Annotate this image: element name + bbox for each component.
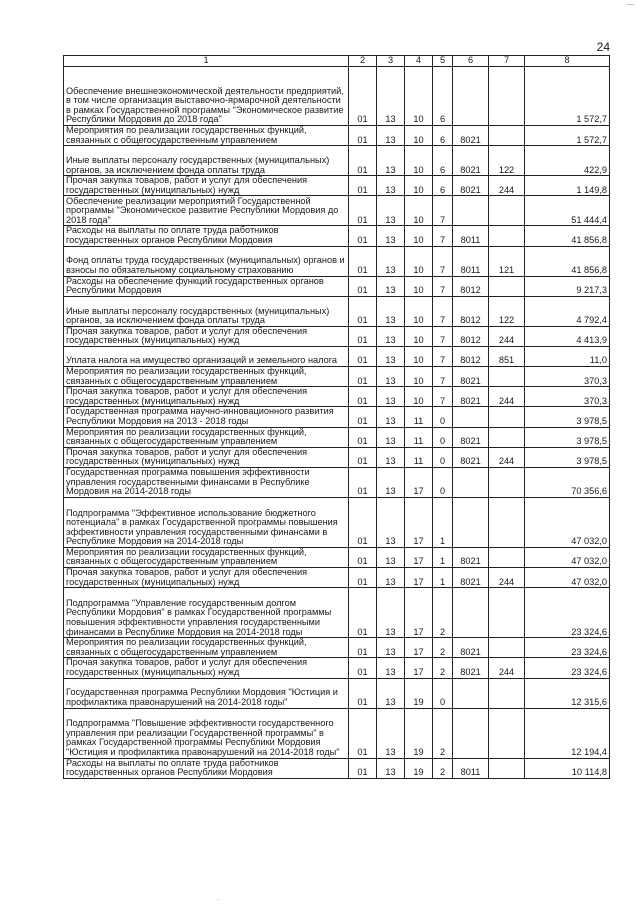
code-2-cell: 01 (349, 276, 377, 296)
code-3-cell: 13 (377, 678, 405, 708)
code-3-cell: 13 (377, 658, 405, 678)
table-header-row (64, 56, 610, 67)
description-cell: Расходы на обеспечение функций государственных органов Республики Мордовия (64, 276, 349, 296)
table-row (64, 568, 610, 588)
budget-table (63, 55, 610, 779)
code-2-cell: 01 (349, 758, 377, 778)
code-6-cell: 8021 (453, 427, 489, 447)
page-number: 24 (596, 40, 610, 54)
amount-cell: 41 856,8 (525, 226, 610, 246)
table-row (64, 196, 610, 226)
code-5-cell: 2 (433, 758, 453, 778)
code-4-cell: 10 (405, 387, 433, 407)
code-4-cell: 10 (405, 146, 433, 176)
amount-cell: 47 032,0 (525, 547, 610, 567)
code-6-cell: 8021 (453, 638, 489, 658)
code-5-cell: 7 (433, 276, 453, 296)
code-4-cell: 10 (405, 196, 433, 226)
table-row (64, 588, 610, 638)
code-5-cell: 0 (433, 467, 453, 497)
code-6-cell: 8011 (453, 246, 489, 276)
code-3-cell: 13 (377, 176, 405, 196)
description-cell: Подпрограмма "Повышение эффективности государственного управления при реализации Государственной программы" в рамках Государственной программы Республики Мордовия "Юстиция и профилактика правонарушений на 2014-2018 годы" (64, 708, 349, 758)
code-7-cell (489, 366, 525, 386)
code-6-cell: 8012 (453, 346, 489, 366)
description-cell: Уплата налога на имущество организаций и земельного налога (64, 346, 349, 366)
amount-cell: 3 978,5 (525, 407, 610, 427)
code-5-cell: 2 (433, 658, 453, 678)
code-7-cell (489, 547, 525, 567)
code-2-cell: 01 (349, 497, 377, 547)
code-5-cell: 2 (433, 638, 453, 658)
code-7-cell: 122 (489, 146, 525, 176)
code-7-cell: 244 (489, 658, 525, 678)
description-cell: Прочая закупка товаров, работ и услуг для обеспечения государственных (муниципальных) нужд (64, 568, 349, 588)
code-6-cell (453, 497, 489, 547)
code-6-cell: 8021 (453, 568, 489, 588)
code-7-cell: 244 (489, 326, 525, 346)
code-7-cell (489, 427, 525, 447)
code-4-cell: 19 (405, 678, 433, 708)
code-2-cell: 01 (349, 387, 377, 407)
code-5-cell: 7 (433, 246, 453, 276)
code-7-cell (489, 678, 525, 708)
code-4-cell: 17 (405, 638, 433, 658)
code-5-cell: 0 (433, 427, 453, 447)
code-6-cell (453, 678, 489, 708)
column-header: 7 (489, 56, 525, 67)
code-2-cell: 01 (349, 176, 377, 196)
code-3-cell: 13 (377, 296, 405, 326)
table-row (64, 678, 610, 708)
description-cell: Иные выплаты персоналу государственных (муниципальных) органов, за исключением фонда оплаты труда (64, 296, 349, 326)
amount-cell: 47 032,0 (525, 568, 610, 588)
code-2-cell: 01 (349, 126, 377, 146)
description-cell: Обеспечение внешнеэкономической деятельности предприятий, в том числе организация выставочно-ярмарочной деятельности в рамках Государственной программы "Экономическое развитие Республики Мордовия до 2018 года" (64, 67, 349, 126)
code-3-cell: 13 (377, 407, 405, 427)
code-3-cell: 13 (377, 387, 405, 407)
code-3-cell: 13 (377, 568, 405, 588)
description-cell: Мероприятия по реализации государственных функций, связанных с общегосударственным управлением (64, 547, 349, 567)
code-6-cell: 8021 (453, 366, 489, 386)
code-6-cell (453, 407, 489, 427)
code-7-cell (489, 467, 525, 497)
scan-mark: . (217, 893, 220, 902)
column-header: 8 (525, 56, 610, 67)
code-2-cell: 01 (349, 638, 377, 658)
amount-cell: 9 217,3 (525, 276, 610, 296)
column-header: 6 (453, 56, 489, 67)
code-5-cell: 1 (433, 547, 453, 567)
table-row (64, 638, 610, 658)
code-5-cell: 6 (433, 146, 453, 176)
code-4-cell: 17 (405, 497, 433, 547)
code-4-cell: 11 (405, 427, 433, 447)
code-7-cell (489, 196, 525, 226)
table-row (64, 67, 610, 126)
description-cell: Обеспечение реализации мероприятий Государственной программы "Экономическое развитие Республики Мордовия до 2018 года" (64, 196, 349, 226)
amount-cell: 41 856,8 (525, 246, 610, 276)
table-row (64, 246, 610, 276)
amount-cell: 23 324,6 (525, 638, 610, 658)
description-cell: Мероприятия по реализации государственных функций, связанных с общегосударственным управлением (64, 427, 349, 447)
code-2-cell: 01 (349, 708, 377, 758)
code-4-cell: 19 (405, 708, 433, 758)
code-3-cell: 13 (377, 467, 405, 497)
description-cell: Мероприятия по реализации государственных функций, связанных с общегосударственным управлением (64, 638, 349, 658)
code-4-cell: 10 (405, 246, 433, 276)
code-2-cell: 01 (349, 427, 377, 447)
code-2-cell: 01 (349, 588, 377, 638)
code-5-cell: 7 (433, 296, 453, 326)
column-header: 4 (405, 56, 433, 67)
amount-cell: 70 356,6 (525, 467, 610, 497)
description-cell: Прочая закупка товаров, работ и услуг для обеспечения государственных (муниципальных) нужд (64, 447, 349, 467)
description-cell: Государственная программа научно-инновационного развития Республики Мордовия на 2013 - 2018 годы (64, 407, 349, 427)
amount-cell: 12 315,6 (525, 678, 610, 708)
code-2-cell: 01 (349, 296, 377, 326)
code-7-cell (489, 126, 525, 146)
code-3-cell: 13 (377, 638, 405, 658)
table-body (64, 67, 610, 779)
code-2-cell: 01 (349, 67, 377, 126)
table-row (64, 296, 610, 326)
code-2-cell: 01 (349, 447, 377, 467)
code-7-cell: 244 (489, 568, 525, 588)
table-row (64, 407, 610, 427)
column-header: 5 (433, 56, 453, 67)
code-6-cell: 8012 (453, 296, 489, 326)
description-cell: Государственная программа повышения эффективности управления государственными финансами в Республике Мордовия на 2014-2018 годы (64, 467, 349, 497)
description-cell: Прочая закупка товаров, работ и услуг для обеспечения государственных (муниципальных) нужд (64, 326, 349, 346)
code-4-cell: 10 (405, 67, 433, 126)
table-row (64, 387, 610, 407)
code-7-cell (489, 276, 525, 296)
amount-cell: 1 572,7 (525, 67, 610, 126)
code-4-cell: 10 (405, 276, 433, 296)
code-3-cell: 13 (377, 547, 405, 567)
code-5-cell: 6 (433, 126, 453, 146)
code-4-cell: 10 (405, 176, 433, 196)
code-5-cell: 6 (433, 67, 453, 126)
code-4-cell: 10 (405, 126, 433, 146)
code-4-cell: 17 (405, 568, 433, 588)
amount-cell: 3 978,5 (525, 447, 610, 467)
code-3-cell: 13 (377, 67, 405, 126)
code-5-cell: 7 (433, 346, 453, 366)
code-3-cell: 13 (377, 497, 405, 547)
table-row (64, 146, 610, 176)
code-7-cell: 851 (489, 346, 525, 366)
code-6-cell: 8021 (453, 126, 489, 146)
table-row (64, 758, 610, 778)
code-7-cell (489, 497, 525, 547)
code-3-cell: 13 (377, 447, 405, 467)
code-5-cell: 7 (433, 387, 453, 407)
code-6-cell (453, 708, 489, 758)
code-3-cell: 13 (377, 196, 405, 226)
table-row (64, 497, 610, 547)
code-3-cell: 13 (377, 326, 405, 346)
column-header: 1 (64, 56, 349, 67)
code-7-cell (489, 226, 525, 246)
code-4-cell: 10 (405, 326, 433, 346)
code-7-cell (489, 638, 525, 658)
amount-cell: 12 194,4 (525, 708, 610, 758)
code-4-cell: 17 (405, 467, 433, 497)
code-7-cell: 244 (489, 176, 525, 196)
code-5-cell: 6 (433, 176, 453, 196)
amount-cell: 422,9 (525, 146, 610, 176)
corner-mark: — (626, 0, 634, 9)
code-7-cell (489, 588, 525, 638)
description-cell: Подпрограмма "Эффективное использование бюджетного потенциала" в рамках Государственной программы повышения эффективности управления государственными финансами в Республике Мордовия на 2014-2018 годы (64, 497, 349, 547)
code-4-cell: 17 (405, 588, 433, 638)
table-row (64, 547, 610, 567)
code-5-cell: 7 (433, 366, 453, 386)
code-7-cell: 121 (489, 246, 525, 276)
table-row (64, 467, 610, 497)
amount-cell: 10 114,8 (525, 758, 610, 778)
code-5-cell: 0 (433, 678, 453, 708)
code-5-cell: 2 (433, 708, 453, 758)
code-2-cell: 01 (349, 346, 377, 366)
code-3-cell: 13 (377, 588, 405, 638)
table-row (64, 658, 610, 678)
code-4-cell: 10 (405, 346, 433, 366)
code-5-cell: 7 (433, 196, 453, 226)
code-4-cell: 10 (405, 366, 433, 386)
description-cell: Иные выплаты персоналу государственных (муниципальных) органов, за исключением фонда оплаты труда (64, 146, 349, 176)
code-3-cell: 13 (377, 126, 405, 146)
code-2-cell: 01 (349, 568, 377, 588)
code-7-cell: 244 (489, 387, 525, 407)
code-3-cell: 13 (377, 346, 405, 366)
code-2-cell: 01 (349, 467, 377, 497)
code-6-cell: 8021 (453, 658, 489, 678)
code-4-cell: 17 (405, 658, 433, 678)
table-row (64, 326, 610, 346)
code-6-cell (453, 467, 489, 497)
code-2-cell: 01 (349, 407, 377, 427)
code-3-cell: 13 (377, 146, 405, 176)
code-6-cell: 8021 (453, 146, 489, 176)
description-cell: Прочая закупка товаров, работ и услуг для обеспечения государственных (муниципальных) нужд (64, 387, 349, 407)
table-row (64, 276, 610, 296)
table-row (64, 447, 610, 467)
column-header: 3 (377, 56, 405, 67)
code-6-cell: 8021 (453, 176, 489, 196)
table-row (64, 176, 610, 196)
code-6-cell: 8021 (453, 547, 489, 567)
code-2-cell: 01 (349, 196, 377, 226)
code-5-cell: 2 (433, 588, 453, 638)
code-6-cell (453, 196, 489, 226)
description-cell: Фонд оплаты труда государственных (муниципальных) органов и взносы по обязательному социальному страхованию (64, 246, 349, 276)
amount-cell: 23 324,6 (525, 588, 610, 638)
table-row (64, 226, 610, 246)
code-3-cell: 13 (377, 708, 405, 758)
amount-cell: 51 444,4 (525, 196, 610, 226)
amount-cell: 370,3 (525, 366, 610, 386)
code-2-cell: 01 (349, 246, 377, 276)
code-3-cell: 13 (377, 427, 405, 447)
code-5-cell: 0 (433, 447, 453, 467)
amount-cell: 4 792,4 (525, 296, 610, 326)
amount-cell: 370,3 (525, 387, 610, 407)
code-6-cell: 8012 (453, 326, 489, 346)
column-header: 2 (349, 56, 377, 67)
amount-cell: 11,0 (525, 346, 610, 366)
amount-cell: 47 032,0 (525, 497, 610, 547)
description-cell: Государственная программа Республики Мордовия "Юстиция и профилактика правонарушений на 2014-2018 годы" (64, 678, 349, 708)
code-6-cell: 8011 (453, 226, 489, 246)
code-6-cell: 8011 (453, 758, 489, 778)
code-4-cell: 19 (405, 758, 433, 778)
code-4-cell: 17 (405, 547, 433, 567)
table-row (64, 708, 610, 758)
code-6-cell: 8021 (453, 387, 489, 407)
code-2-cell: 01 (349, 366, 377, 386)
code-4-cell: 10 (405, 226, 433, 246)
code-5-cell: 7 (433, 326, 453, 346)
code-2-cell: 01 (349, 226, 377, 246)
code-6-cell: 8021 (453, 447, 489, 467)
description-cell: Прочая закупка товаров, работ и услуг для обеспечения государственных (муниципальных) нужд (64, 658, 349, 678)
code-2-cell: 01 (349, 547, 377, 567)
description-cell: Расходы на выплаты по оплате труда работников государственных органов Республики Мордовия (64, 226, 349, 246)
code-4-cell: 11 (405, 407, 433, 427)
code-3-cell: 13 (377, 276, 405, 296)
code-5-cell: 1 (433, 568, 453, 588)
code-6-cell: 8012 (453, 276, 489, 296)
amount-cell: 1 149,8 (525, 176, 610, 196)
code-5-cell: 7 (433, 226, 453, 246)
description-cell: Подпрограмма "Управление государственным долгом Республики Мордовия" в рамках Государственной программы повышения эффективности управления государственными финансами в Республике Мордовия на 2014-2018 годы (64, 588, 349, 638)
code-7-cell (489, 67, 525, 126)
table-row (64, 346, 610, 366)
code-5-cell: 0 (433, 407, 453, 427)
amount-cell: 23 324,6 (525, 658, 610, 678)
code-2-cell: 01 (349, 658, 377, 678)
code-7-cell (489, 758, 525, 778)
table-row (64, 126, 610, 146)
code-3-cell: 13 (377, 246, 405, 276)
code-7-cell (489, 708, 525, 758)
code-4-cell: 11 (405, 447, 433, 467)
code-7-cell (489, 407, 525, 427)
description-cell: Мероприятия по реализации государственных функций, связанных с общегосударственным управлением (64, 126, 349, 146)
code-4-cell: 10 (405, 296, 433, 326)
table-row (64, 427, 610, 447)
code-3-cell: 13 (377, 226, 405, 246)
description-cell: Мероприятия по реализации государственных функций, связанных с общегосударственным управлением (64, 366, 349, 386)
code-2-cell: 01 (349, 326, 377, 346)
code-6-cell (453, 67, 489, 126)
code-6-cell (453, 588, 489, 638)
code-2-cell: 01 (349, 146, 377, 176)
code-2-cell: 01 (349, 678, 377, 708)
amount-cell: 1 572,7 (525, 126, 610, 146)
code-3-cell: 13 (377, 366, 405, 386)
code-7-cell: 122 (489, 296, 525, 326)
amount-cell: 4 413,9 (525, 326, 610, 346)
description-cell: Расходы на выплаты по оплате труда работников государственных органов Республики Мордовия (64, 758, 349, 778)
amount-cell: 3 978,5 (525, 427, 610, 447)
code-3-cell: 13 (377, 758, 405, 778)
code-7-cell: 244 (489, 447, 525, 467)
table-row (64, 366, 610, 386)
description-cell: Прочая закупка товаров, работ и услуг для обеспечения государственных (муниципальных) нужд (64, 176, 349, 196)
code-5-cell: 1 (433, 497, 453, 547)
